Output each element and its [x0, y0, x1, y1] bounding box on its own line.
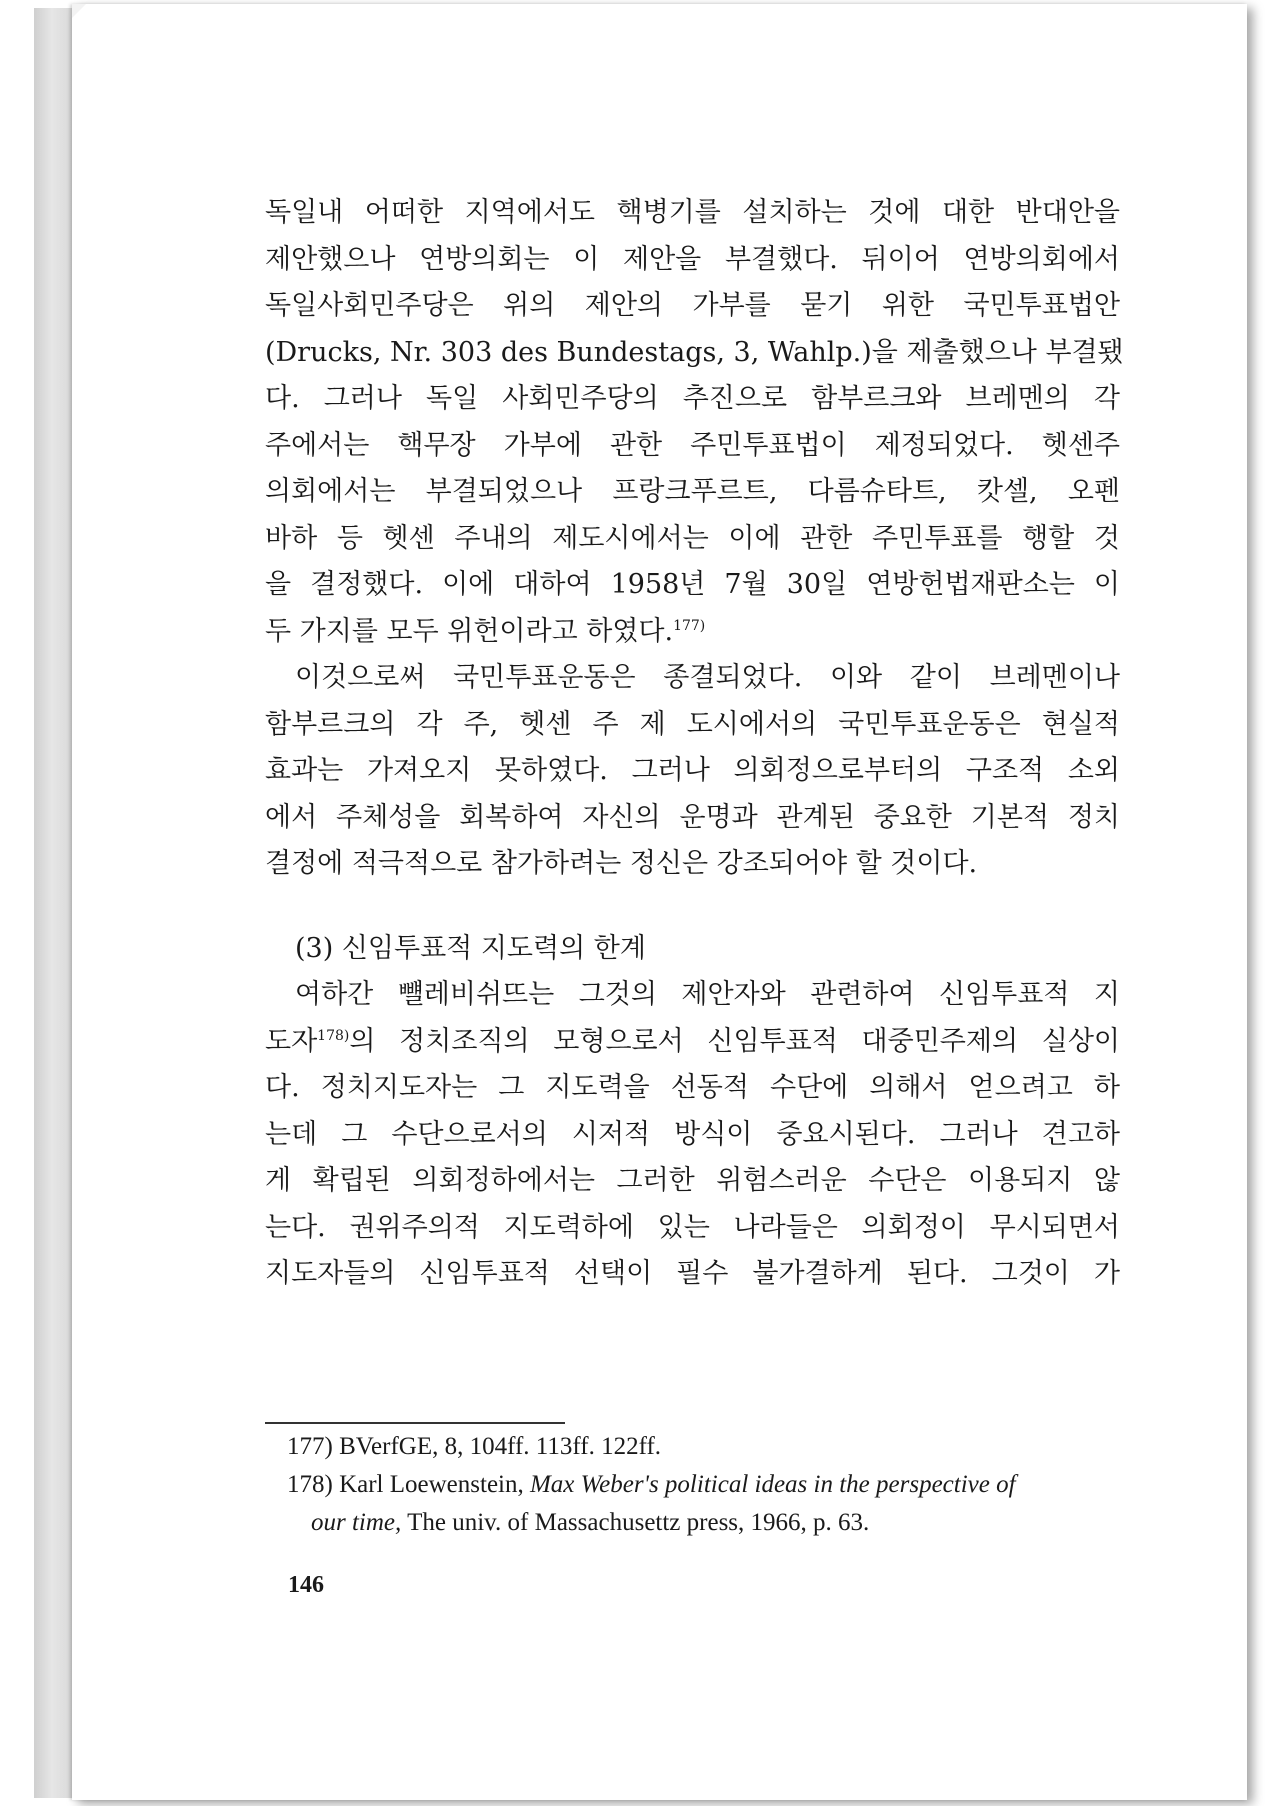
section-gap: [265, 888, 1120, 926]
footnote-divider: [265, 1422, 565, 1424]
footnote-ref-177: 177): [673, 617, 706, 634]
body-line: [265, 609, 1120, 656]
body-line: 에서 주체성을 회복하여 자신의 운명과 관계된 중요한 기본적 정치: [265, 801, 1120, 833]
body-line: 다. 그러나 독일 사회민주당의 추진으로 함부르크와 브레멘의 각: [265, 383, 1120, 414]
body-line: 주에서는 핵무장 가부에 관한 주민투표법이 제정되었다. 헷센주: [265, 429, 1120, 461]
body-line: 바하 등 헷센 주내의 제도시에서는 이에 관한 주민투표를 행할 것: [265, 522, 1120, 554]
footnote-title: our time,: [311, 1509, 402, 1536]
body-line: 는데 그 수단으로서의 시저적 방식이 중요시된다. 그러나 견고하: [265, 1118, 1120, 1150]
footnote-title: Max Weber's political ideas in the perspective of: [529, 1471, 1016, 1498]
body-line: 효과는 가져오지 못하였다. 그러나 의회정으로부터의 구조적 소외: [265, 755, 1120, 786]
page-number: 146: [288, 1572, 324, 1598]
body-line-text: 두 가지를 모두 위헌이라고 하였다.: [265, 615, 674, 647]
section-heading: (3) 신임투표적 지도력의 한계: [295, 932, 646, 964]
body-line: 을 결정했다. 이에 대하여 1958년 7월 30일 연방헌법재판소는 이: [265, 569, 1120, 600]
page-corner: [72, 4, 86, 18]
body-line: (Drucks, Nr. 303 des Bundestags, 3, Wahlp.)을 제출했으나 부결됐: [265, 336, 1124, 368]
footnote-177: 177) BVerfGE, 8, 104ff. 113ff. 122ff.: [287, 1433, 662, 1460]
body-line: 는다. 권위주의적 지도력하에 있는 나라들은 의회정이 무시되면서: [265, 1211, 1120, 1243]
footnote-178-continued: [287, 1504, 1127, 1542]
body-line: 함부르크의 각 주, 헷센 주 제 도시에서의 국민투표운동은 현실적: [265, 708, 1120, 740]
footnote-author: Karl Loewenstein,: [339, 1471, 524, 1498]
footnotes: [287, 1428, 1127, 1542]
body-line: 독일내 어떠한 지역에서도 핵병기를 설치하는 것에 대한 반대안을: [265, 197, 1120, 228]
footnote-ref-178: 178): [317, 1027, 350, 1044]
footnote-178: [287, 1466, 1127, 1504]
body-text: [265, 190, 1124, 1298]
body-line: 의회에서는 부결되었으나 프랑크푸르트, 다름슈타트, 캇셀, 오펜: [265, 476, 1120, 507]
body-line: 게 확립된 의회정하에서는 그러한 위험스러운 수단은 이용되지 않: [265, 1165, 1120, 1196]
body-line-text: 도자: [265, 1025, 318, 1057]
body-line: 이것으로써 국민투표운동은 종결되었다. 이와 같이 브레멘이나: [295, 662, 1120, 693]
footnote-publisher: The univ. of Massachusettz press, 1966, p. 63.: [407, 1509, 870, 1536]
body-line: [265, 1019, 1120, 1066]
body-line: 지도자들의 신임투표적 선택이 필수 불가결하게 된다. 그것이 가: [265, 1258, 1120, 1289]
body-line: 여하간 뺼레비쉬뜨는 그것의 제안자와 관련하여 신임투표적 지: [295, 979, 1120, 1010]
body-line: 다. 정치지도자는 그 지도력을 선동적 수단에 의해서 얻으려고 하: [265, 1072, 1120, 1103]
body-line-text: 의 정치조직의 모형으로서 신임투표적 대중민주제의 실상이: [349, 1025, 1120, 1057]
body-line: 제안했으나 연방의회는 이 제안을 부결했다. 뒤이어 연방의회에서: [265, 243, 1120, 275]
book-edge: [34, 8, 74, 1798]
footnote-number: 178): [287, 1471, 333, 1498]
body-line: 독일사회민주당은 위의 제안의 가부를 묻기 위한 국민투표법안: [265, 290, 1120, 321]
body-line: 결정에 적극적으로 참가하려는 정신은 강조되어야 할 것이다.: [265, 848, 978, 879]
